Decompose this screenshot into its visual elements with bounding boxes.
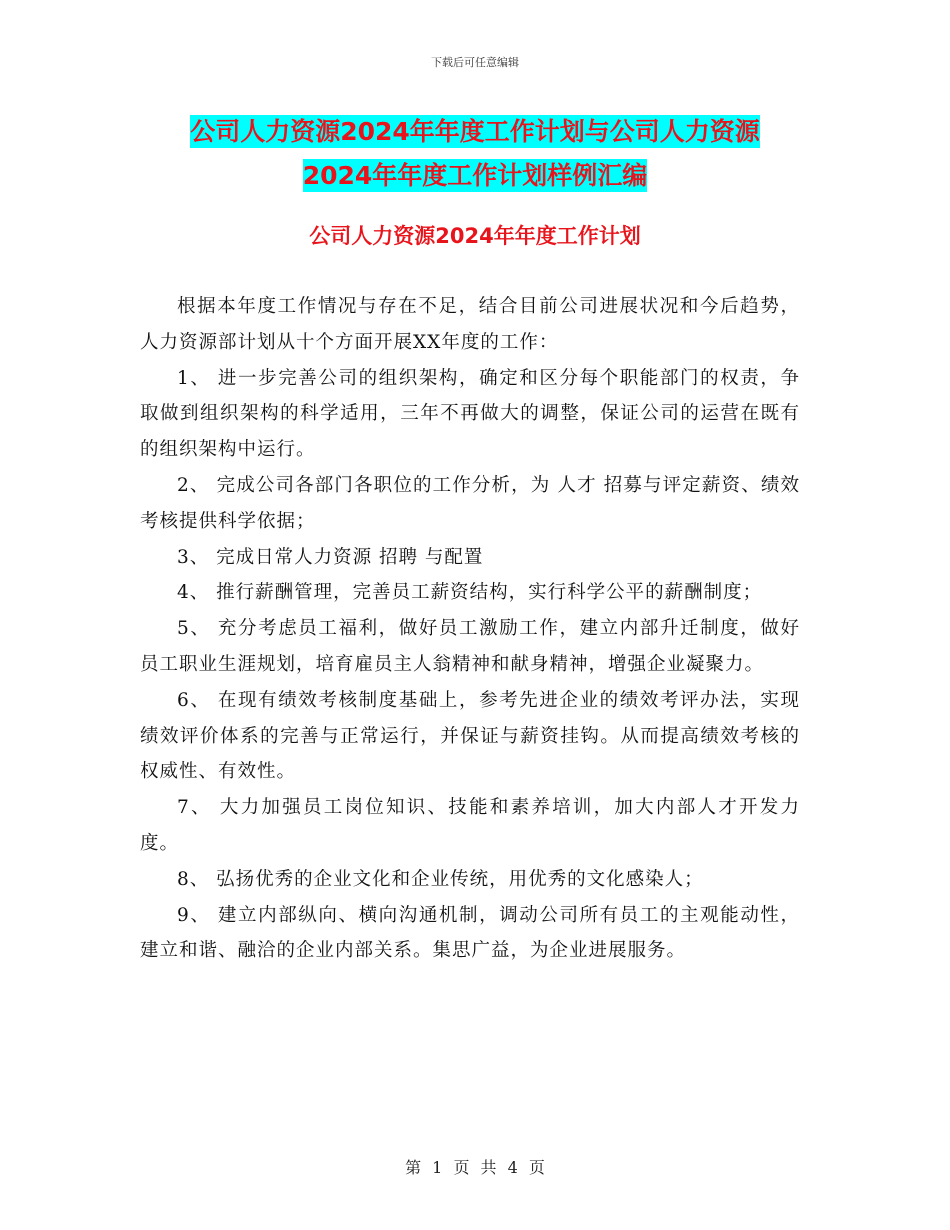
- list-item-5: 5、 充分考虑员工福利，做好员工激励工作，建立内部升迁制度，做好员工职业生涯规划，培育雇员主人翁精神和献身精神，增强企业凝聚力。: [140, 618, 800, 675]
- list-item-3: 3、 完成日常人力资源 招聘 与配置: [177, 546, 484, 568]
- document-body: [140, 289, 800, 969]
- title-line-2-text: 2024年年度工作计划样例汇编: [302, 161, 648, 190]
- intro-paragraph: 根据本年度工作情况与存在不足，结合目前公司进展状况和今后趋势，人力资源部计划从十个方面开展XX年度的工作：: [140, 296, 800, 353]
- document-title-line-2: [140, 154, 810, 198]
- list-item-2: 2、 完成公司各部门各职位的工作分析，为 人才 招募与评定薪资、绩效考核提供科学依据；: [140, 474, 800, 532]
- document-title-line-1: [140, 110, 810, 154]
- title-line-1-text: 公司人力资源2024年年度工作计划与公司人力资源: [190, 117, 760, 146]
- list-item-8: 8、 弘扬优秀的企业文化和企业传统，用优秀的文化感染人；: [177, 868, 704, 890]
- list-item-1: 1、 进一步完善公司的组织架构，确定和区分每个职能部门的权责，争取做到组织架构的科学适用，三年不再做大的调整，保证公司的运营在既有的组织架构中运行。: [140, 367, 800, 461]
- list-item-6: 6、 在现有绩效考核制度基础上，参考先进企业的绩效考评办法，实现绩效评价体系的完善与正常运行，并保证与薪资挂钩。从而提高绩效考核的权威性、有效性。: [140, 689, 800, 783]
- list-item-9: 9、 建立内部纵向、横向沟通机制，调动公司所有员工的主观能动性，建立和谐、融洽的企业内部关系。集思广益，为企业进展服务。: [140, 904, 800, 962]
- section-subtitle: 公司人力资源2024年年度工作计划: [309, 224, 641, 248]
- list-item-7: 7、 大力加强员工岗位知识、技能和素养培训，加大内部人才开发力度。: [140, 797, 800, 854]
- page-number-footer: 第 1 页 共 4 页: [405, 1158, 545, 1177]
- header-note: 下载后可任意编辑: [431, 56, 519, 69]
- list-item-4: 4、 推行薪酬管理，完善员工薪资结构，实行科学公平的薪酬制度；: [177, 582, 763, 604]
